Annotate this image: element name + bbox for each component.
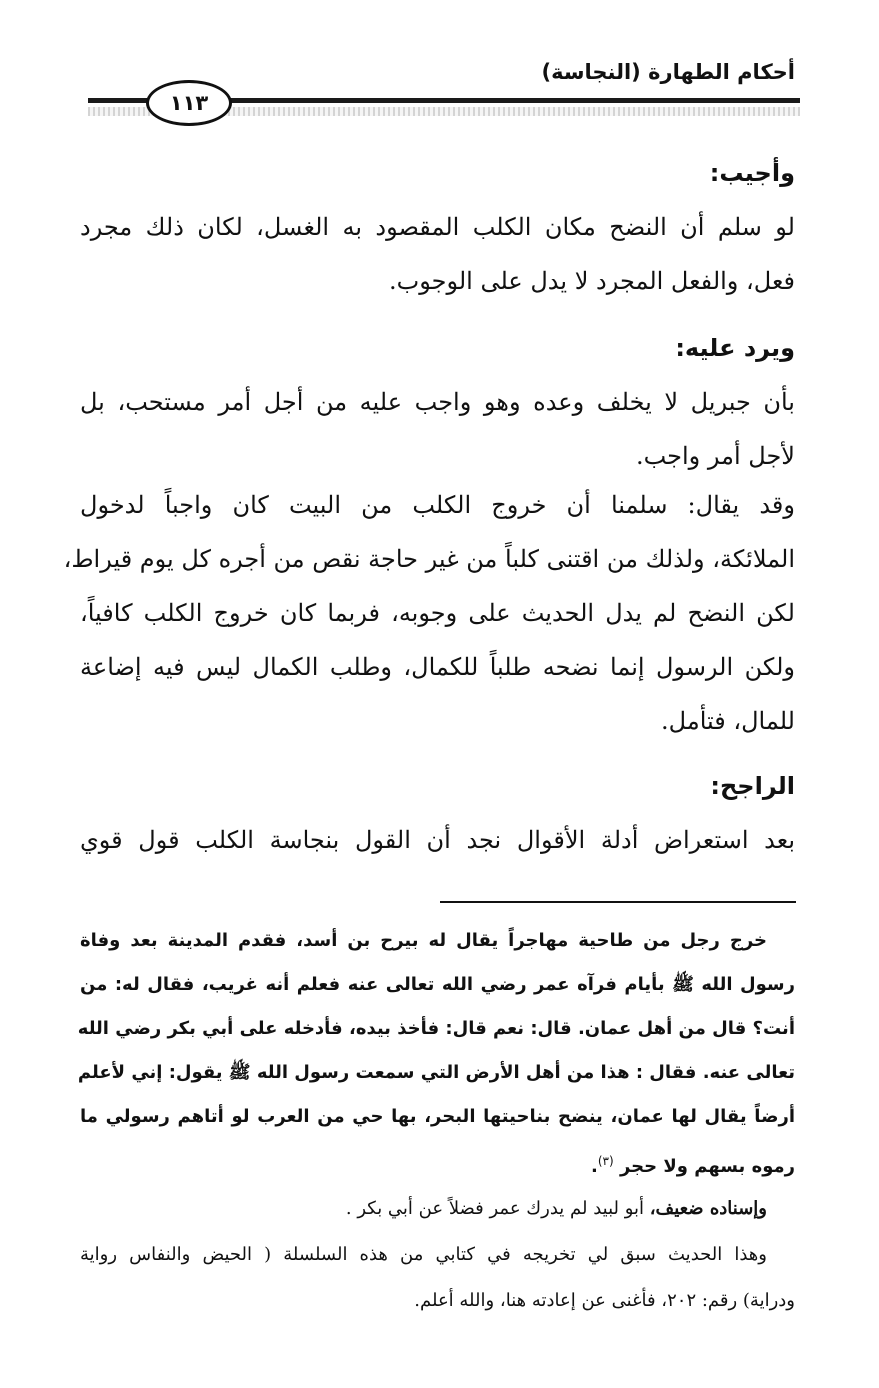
paragraph-line: فعل، والفعل المجرد لا يدل على الوجوب. (389, 267, 795, 295)
footnote-line: رسول الله ﷺ بأيام فرآه عمر رضي الله تعالى عنه فعلم أنه غريب، فقال له: من (80, 974, 795, 995)
footnote-line: وهذا الحديث سبق لي تخريجه في كتابي من هذه السلسلة ( الحيض والنفاس رواية (80, 1244, 767, 1265)
paragraph-line: بعد استعراض أدلة الأقوال نجد أن القول بنجاسة الكلب قول قوي (80, 826, 795, 854)
footnote-line: أرضاً يقال لها عمان، ينضح بناحيتها البحر، بها حي من العرب لو أتاهم رسولي ما (80, 1106, 795, 1127)
page-number (146, 80, 232, 126)
footnote-line (591, 1146, 795, 1182)
running-title: أحكام الطهارة (النجاسة) (541, 60, 795, 84)
footnote-text: أبو لبيد لم يدرك عمر فضلاً عن أبي بكر . (345, 1198, 650, 1219)
footnote-line (346, 1194, 767, 1224)
footnote-period: . (591, 1156, 598, 1177)
paragraph-line: للمال، فتأمل. (661, 707, 795, 735)
paragraph-line: ولكن الرسول إنما نضحه طلباً للكمال، وطلب الكمال ليس فيه إضاعة (80, 653, 795, 681)
footnote-text: رموه بسهم ولا حجر (619, 1156, 795, 1177)
footnote-separator (440, 901, 796, 903)
page-number-text: ١١٣ (169, 91, 209, 115)
paragraph-line: بأن جبريل لا يخلف وعده وهو واجب عليه من أجل أمر مستحب، بل (80, 388, 795, 416)
footnote-line: ودراية) رقم: ٢٠٢، فأغنى عن إعادته هنا، والله أعلم. (414, 1290, 795, 1311)
footnote-line: أنت؟ قال من أهل عمان. قال: نعم قال: فأخذ بيده، فأدخله على أبي بكر رضي الله (77, 1018, 795, 1039)
paragraph-line: الملائكة، ولذلك من اقتنى كلباً من غير حاجة نقص من أجره كل يوم قيراط، (63, 545, 795, 573)
paragraph-line: وقد يقال: سلمنا أن خروج الكلب من البيت كان واجباً لدخول (80, 491, 795, 519)
heading-preferred: الراجح: (710, 772, 795, 800)
paragraph-line: لكن النضح لم يدل الحديث على وجوبه، فربما كان خروج الكلب كافياً، (80, 599, 795, 627)
footnote-line: تعالى عنه. فقال : هذا من أهل الأرض التي سمعت رسول الله ﷺ يقول: إني لأعلم (77, 1062, 795, 1083)
paragraph-line: لأجل أمر واجب. (635, 442, 795, 470)
heading-answer: وأجيب: (709, 159, 795, 187)
heading-objection: ويرد عليه: (675, 334, 795, 362)
footnote-reference: (٣) (597, 1154, 614, 1168)
paragraph-line: لو سلم أن النضح مكان الكلب المقصود به الغسل، لكان ذلك مجرد (80, 213, 795, 241)
footnote-line: خرج رجل من طاحية مهاجراً يقال له بيرح بن أسد، فقدم المدينة بعد وفاة (80, 930, 767, 951)
footnote-emphasis: وإسناده ضعيف، (649, 1198, 767, 1219)
